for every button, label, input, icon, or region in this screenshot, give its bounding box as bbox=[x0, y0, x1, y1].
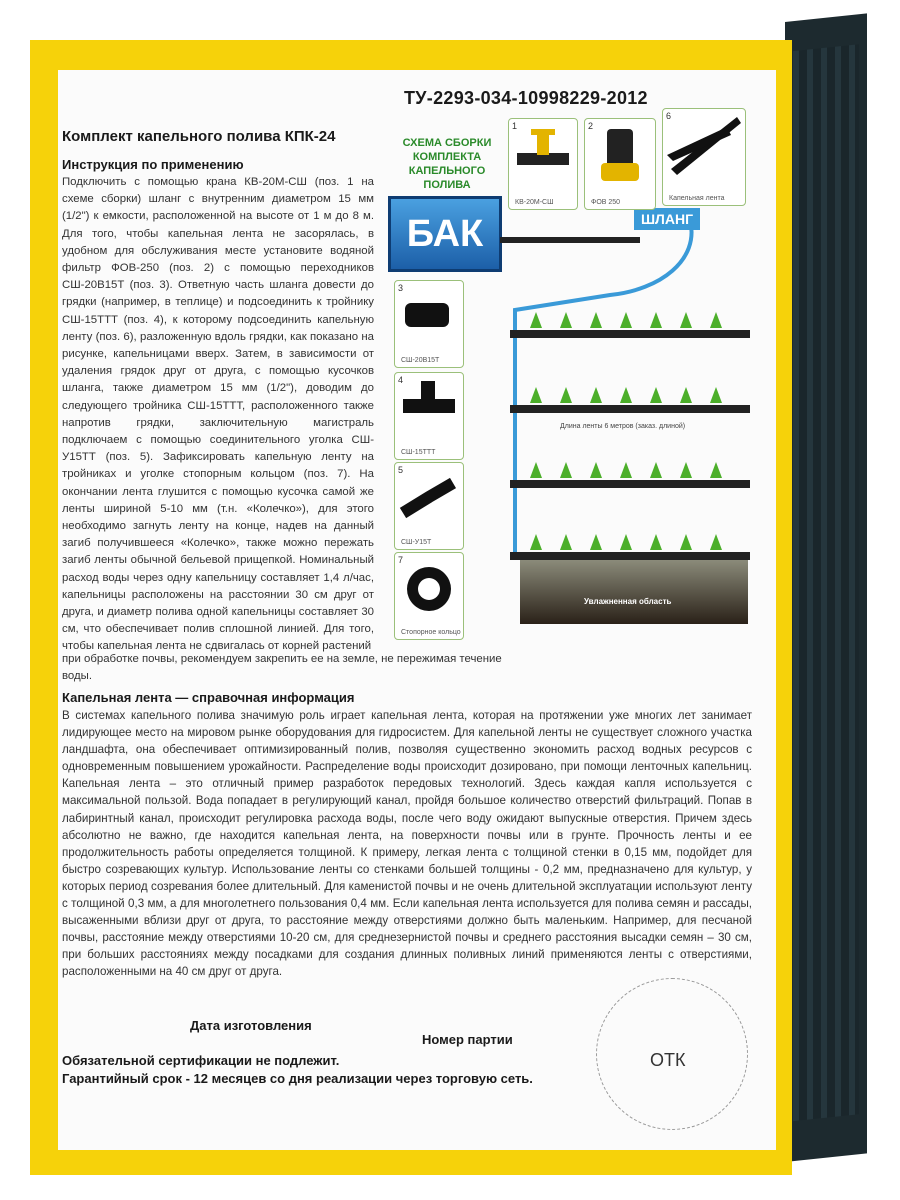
tu-number: ТУ-2293-034-10998229-2012 bbox=[404, 88, 648, 108]
part-number: 6 bbox=[666, 111, 672, 121]
scheme-title: СХЕМА СБОРКИ КОМПЛЕКТА КАПЕЛЬНОГО ПОЛИВА bbox=[402, 137, 492, 191]
instructions-text: Подключить с помощью крана КВ-20М-СШ (поз. 1 на схеме сборки) шланг с внутренним диаметром 15 мм (1/2") к емкости, расположенной на высоте от 1 м до 8 м. Для того, чтобы капельная лента не засорялась, в удобном для обслуживания месте установите водяной фильтр ФОВ-250 (поз. 2) с помощью переходников СШ-20В15Т (поз. 3). Ответную часть шланга довести до грядки (например, в теплице) и подсоединить к тройнику СШ-15ТТТ (поз. 4), к которому подсоединить капельную ленту (поз. 6), разложенную вдоль грядки, как показано на рисунке, капельницами вверх. Затем, в зависимости от удаления грядок друг от друга, с помощью кусочков шланга, также диаметром 15 мм (1/2"), доводим до следующего тройника СШ-15ТТТ, расположенного также напротив грядки, заключительную магистраль подключаем с помощью соединительного уголка СШ-У15ТТ (поз. 5). Зафиксировать капельную ленту на тройниках и уголке стопорным кольцом (поз. 7). На окончании лента глушится с помощью кусочка самой же ленты шириной 5-10 мм (т.н. «Колечко»), для этого необходимо загнуть ленту на конце, надев на данный загиб получившееся «Колечко», также можно пережать загиб ленты обычной бельевой прищепкой. Номинальный расход воды через одну капельницу составляет 1,4 л/час, капельницы расположены на расстоянии 30 см друг от друга, и диаметр полива одной капельницы составляет 30 см, что обеспечивает полив сплошной линией. Для того, чтобы капельная лента не сдвигалась от корней растений bbox=[62, 176, 374, 653]
moist-area-label: Увлажненная область bbox=[584, 597, 672, 606]
reference-text: В системах капельного полива значимую роль играет капельная лента, которая на протяжении уже многих лет занимает лидирующее место на мировом рынке оборудования для гидросистем. Для капельной ленты не существует сложного участка ландшафта, она обеспечивает оптимизированный полив, позволяя существенно экономить расход водных ресурсов с одновременным повышением урожайности. Распределение воды происходит дозировано, при помощи ленточных капельниц. Капельная лента – это отличный пример разработок передовых технологий. Здесь каждая капля используется с максимальной пользой. Вода попадает в регулирующий канал, пройдя большое количество отверстий фильтраций. Попав в лабиринтный канал, происходит регулировка расхода воды, после чего воду ожидают выпускные отверстия. Причем здесь абсолютно не важно, где находится капельная лента, на поверхности почвы или в грунте. Прочность ленты и ее продолжительность работы определяется толщиной. К примеру, легкая лента с толщиной стенки в 0,15 мм, подойдет для быстро созревающих культур. Использование ленты со стенками большей толщины - 0,2 мм, предназначено для культур, у которых период созревания более длительный. Для каменистой почвы и не очень длительной эксплуатации используют ленту с толщиной 0,3 мм, а для многолетнего пользования 0,4 мм. Если капельная лента используется для полива семян и рассады, высаженными вблизи друг от друга, то расстояние между отверстиями должно быть маленьким. Например, для песчаной почвы, расстояние между отверстиями 10-20 см, для среднезернистой почвы и среднего расстояния высадки семян – 30 см, при больших расстояниях между посадками для создания длинных поливных линий применяются ленты с отверстиями, расположенными на 40 см друг от друга. bbox=[62, 709, 752, 979]
part-card-7 bbox=[394, 552, 464, 640]
batch-label: Номер партии bbox=[422, 1032, 513, 1047]
part-number: 5 bbox=[398, 465, 404, 475]
ring-icon bbox=[395, 553, 463, 623]
part-number: 7 bbox=[398, 555, 404, 565]
date-label: Дата изготовления bbox=[190, 1018, 312, 1033]
part-caption: СШ-У15Т bbox=[401, 539, 432, 546]
part-card-6 bbox=[662, 108, 746, 206]
soil-section bbox=[520, 560, 748, 624]
instructions-text-end: при обработке почвы, рекомендуем закрепить ее на земле, не пережимая течение воды. bbox=[62, 653, 502, 682]
instructions-heading: Инструкция по применению bbox=[62, 157, 244, 172]
product-title: Комплект капельного полива КПК-24 bbox=[62, 128, 336, 145]
hose-label: ШЛАНГ bbox=[634, 208, 700, 230]
part-card-4 bbox=[394, 372, 464, 460]
part-number: 4 bbox=[398, 375, 404, 385]
box-side-panel bbox=[785, 13, 867, 1162]
part-card-3 bbox=[394, 280, 464, 368]
filter-icon bbox=[585, 119, 655, 189]
otk-label: ОТК bbox=[650, 1050, 686, 1070]
adapter-icon bbox=[395, 281, 463, 351]
part-caption: СШ-15ТТТ bbox=[401, 449, 436, 456]
part-card-1 bbox=[508, 118, 578, 210]
irrigation-diagram bbox=[460, 200, 760, 580]
part-card-5 bbox=[394, 462, 464, 550]
drip-tape-icon bbox=[663, 109, 745, 189]
part-caption: ФОВ 250 bbox=[591, 199, 621, 206]
tank-label: БАК bbox=[388, 196, 502, 272]
part-caption: КВ-20М-СШ bbox=[515, 199, 554, 206]
warranty-text: Гарантийный срок - 12 месяцев со дня реализации через торговую сеть. bbox=[62, 1071, 533, 1086]
tee-icon bbox=[395, 373, 463, 443]
valve-icon bbox=[509, 119, 577, 189]
elbow-icon bbox=[395, 463, 463, 533]
part-card-2 bbox=[584, 118, 656, 210]
certification-block bbox=[62, 1052, 533, 1088]
part-number: 2 bbox=[588, 121, 594, 131]
part-caption: Капельная лента bbox=[669, 195, 725, 202]
part-caption: Стопорное кольцо bbox=[401, 629, 461, 636]
part-caption: СШ-20В15Т bbox=[401, 357, 440, 364]
part-number: 1 bbox=[512, 121, 518, 131]
certification-text: Обязательной сертификации не подлежит. bbox=[62, 1053, 340, 1068]
reference-heading: Капельная лента — справочная информация bbox=[62, 690, 355, 705]
tape-length-label: Длина ленты 6 метров (заказ. длиной) bbox=[560, 423, 686, 430]
part-number: 3 bbox=[398, 283, 404, 293]
